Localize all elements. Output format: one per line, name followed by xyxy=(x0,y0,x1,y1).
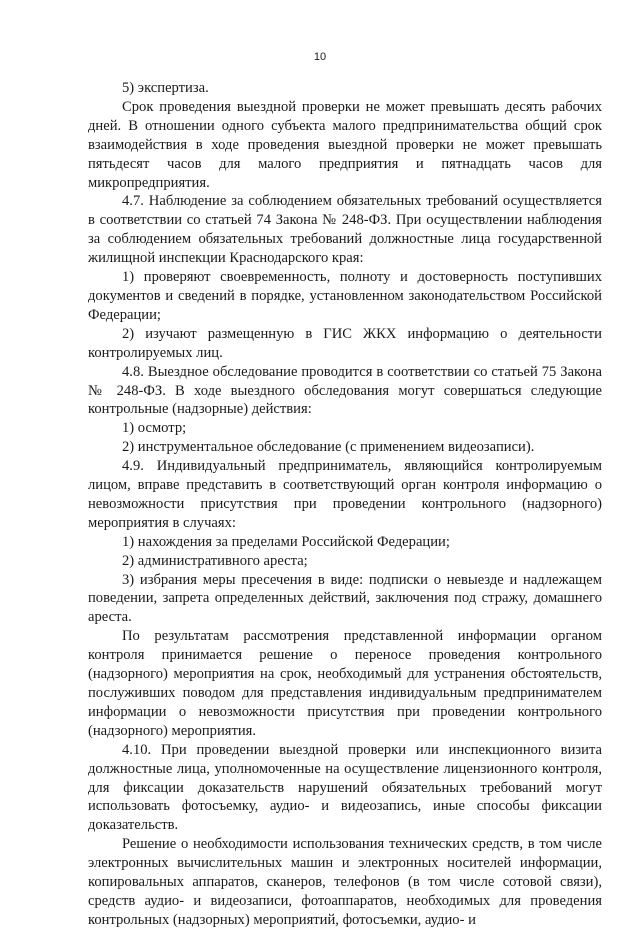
paragraph-technical-means-decision: Решение о необходимости использования технических средств, в том числе электронных вычислительных машин и электронных носителей информации, копировальных аппаратов, сканеров, телефонов (в том числе сотовой связи), средств аудио- и видеозаписи, фотоаппаратов, необходимых для проведения контрольных (надзорных) мероприятий, фотосъемки, аудио- и xyxy=(88,836,602,928)
paragraph-4-7-item-2: 2) изучают размещенную в ГИС ЖКХ информацию о деятельности контролируемых лиц. xyxy=(88,325,602,361)
paragraph-postponement-decision: По результатам рассмотрения представленной информации органом контроля принимается решение о переносе проведения контрольного (надзорного) мероприятия на срок, необходимый для устранения обстоятельств, послуживших поводом для представления индивидуальным предпринимателем информации о невозможности присутствия при проведении контрольного (надзорного) мероприятия. xyxy=(88,628,602,739)
paragraph-4-9-item-3: 3) избрания меры пресечения в виде: подписки о невыезде и надлежащем поведении, запрета определенных действий, заключения под стражу, домашнего ареста. xyxy=(88,571,602,626)
paragraph-4-7-item-1: 1) проверяют своевременность, полноту и достоверность поступивших документов и сведений в порядке, установленном законодательством Российской Федерации; xyxy=(88,269,602,323)
paragraph-4-8-item-2: 2) инструментальное обследование (с применением видеозаписи). xyxy=(122,439,535,456)
paragraph-4-9-entrepreneur: 4.9. Индивидуальный предприниматель, являющийся контролируемым лицом, вправе представить в соответствующий орган контроля информацию о невозможности присутствия при проведении контрольного (надзорного) мероприятия в случаях: xyxy=(88,458,602,531)
paragraph-4-10-evidence-recording: 4.10. При проведении выездной проверки или инспекционного визита должностные лица, уполномоченные на осуществление лицензионного контроля, для фиксации доказательств нарушений обязательных требований могут использовать фотосъемку, аудио- и видеозапись, иные способы фиксации доказательств. xyxy=(88,741,602,834)
paragraph-item-5-expertise: 5) экспертиза. xyxy=(122,80,209,96)
paragraph-4-7-observation: 4.7. Наблюдение за соблюдением обязательных требований осуществляется в соответствии со статьей 74 Закона № 248-ФЗ. При осуществлении наблюдения за соблюдением обязательных требований должностные лица государственной жилищной инспекции Краснодарского края: xyxy=(88,193,602,267)
paragraph-4-9-item-2: 2) административного ареста; xyxy=(122,552,308,569)
paragraph-inspection-duration: Срок проведения выездной проверки не может превышать десять рабочих дней. В отношении одного субъекта малого предпринимательства общий срок взаимодействия в ходе проведения выездной проверки не может превышать пятьдесят часов для малого предприятия и пятнадцать часов для микропредприятия. xyxy=(88,98,602,191)
document-body xyxy=(88,79,602,930)
paragraph-4-8-field-survey: 4.8. Выездное обследование проводится в соответствии со статьей 75 Закона № 248-ФЗ. В ходе выездного обследования могут совершаться следующие контрольные (надзорные) действия: xyxy=(88,363,602,418)
paragraph-4-8-item-1: 1) осмотр; xyxy=(122,420,187,437)
paragraph-4-9-item-1: 1) нахождения за пределами Российской Федерации; xyxy=(122,533,450,550)
page-number: 10 xyxy=(313,51,327,63)
